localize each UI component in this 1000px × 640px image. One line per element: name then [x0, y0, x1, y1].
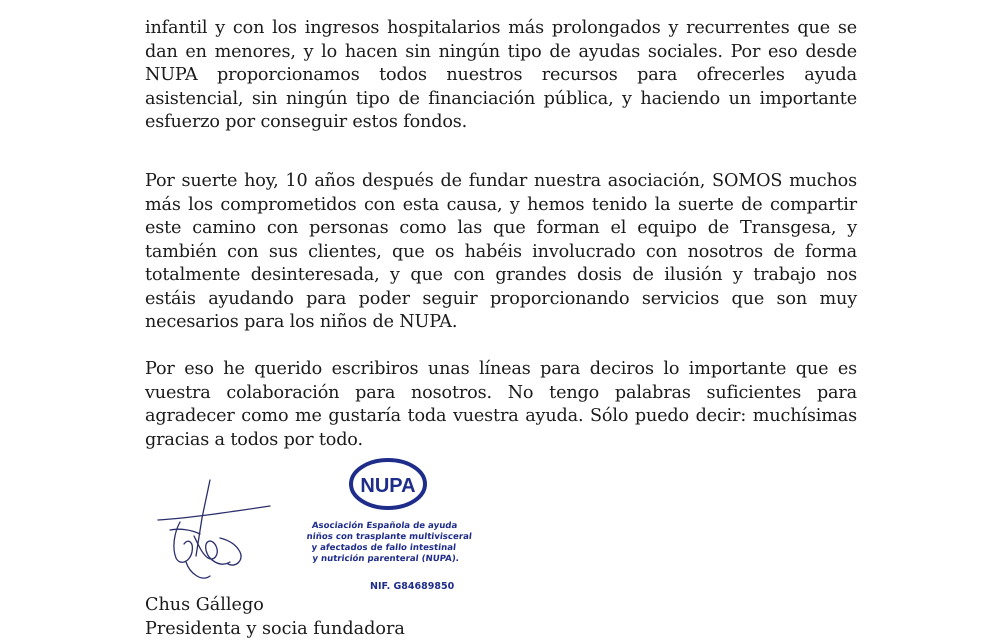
nupa-logo-text: NUPA [360, 475, 416, 497]
signer-name: Chus Gállego [145, 595, 264, 615]
nupa-logo [348, 457, 428, 511]
stamp-line-1: Asociación Española de ayuda [311, 521, 458, 531]
stamp-line-4: y nutrición parenteral (NUPA). [311, 554, 460, 564]
letter-paragraph-1: infantil y con los ingresos hospitalarios más prolongados y recurrentes que se dan en menores, y lo hacen sin ningún tipo de ayudas sociales. Por eso desde NUPA proporcionamos todos nuestros recursos para ofrecerles ayuda asistencial, sin ningún tipo de financiación pública, y haciendo un importante esfuerzo por conseguir estos fondos. [145, 18, 857, 132]
stamp-text [298, 521, 493, 565]
handwritten-signature [150, 478, 280, 588]
signer-title: Presidenta y socia fundadora [145, 619, 405, 639]
association-stamp [300, 455, 490, 605]
stamp-line-2: niños con trasplante multivisceral [306, 532, 473, 542]
stamp-line-3: y afectados de fallo intestinal [310, 543, 457, 553]
letter-paragraph-2: Por suerte hoy, 10 años después de fundar nuestra asociación, SOMOS muchos más los comprometidos con esta causa, y hemos tenido la suerte de compartir este camino con personas como las que forman el equipo de Transgesa, y también con sus clientes, que os habéis involucrado con nosotros de forma totalmente desinteresada, y que con grandes dosis de ilusión y trabajo nos estáis ayudando para poder seguir proporcionando servicios que son muy necesarios para los niños de NUPA. [145, 171, 857, 332]
stamp-nif: NIF. G84689850 [370, 581, 455, 592]
letter-paragraph-3: Por eso he querido escribiros unas líneas para deciros lo importante que es vuestra colaboración para nosotros. No tengo palabras suficientes para agradecer como me gustaría toda vuestra ayuda. Sólo puedo decir: muchísimas gracias a todos por todo. [145, 359, 857, 450]
